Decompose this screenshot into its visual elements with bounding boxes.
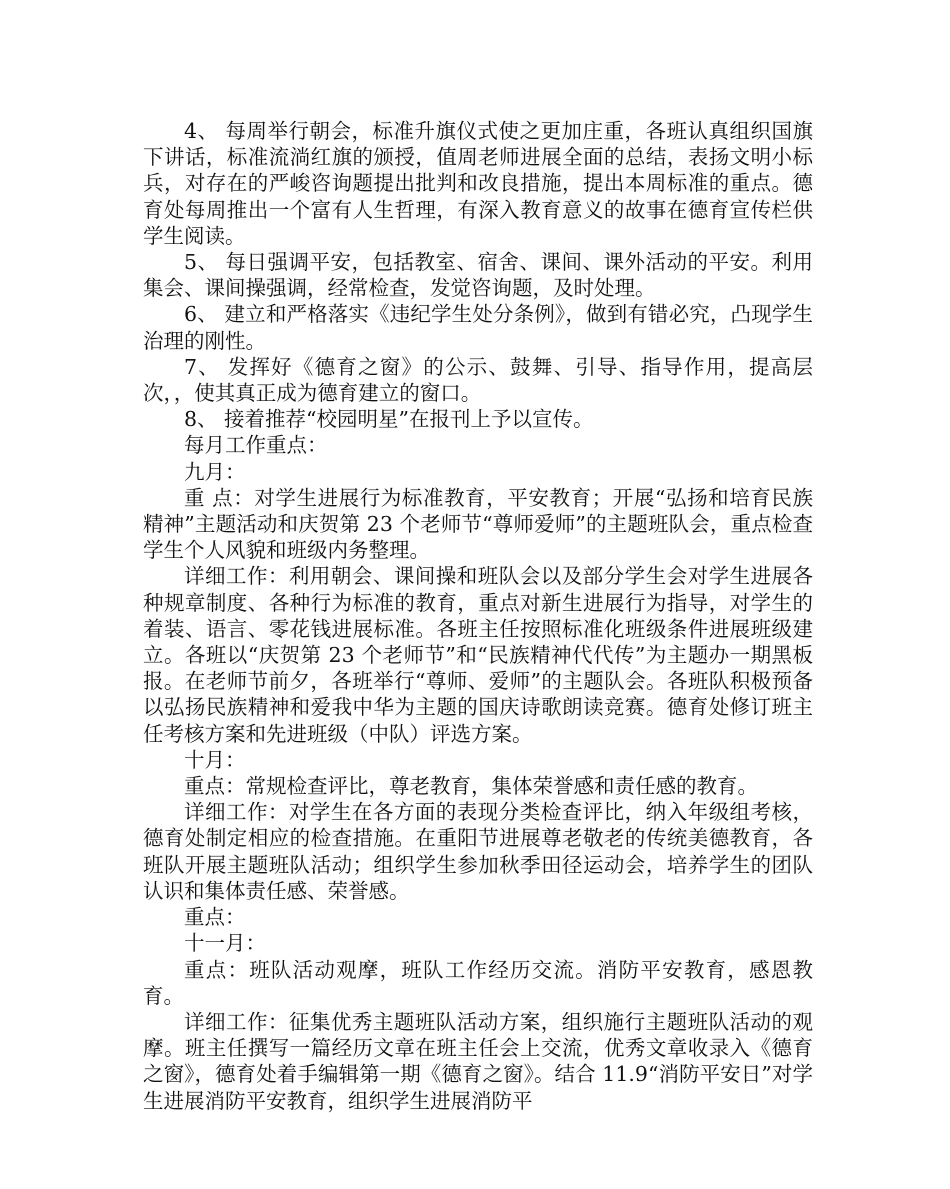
month-heading-october: 十月： (184, 747, 246, 772)
october-details: 详细工作：对学生在各方面的表现分类检查评比，纳入年级组考核，德育处制定相应的检查措施。在重阳节进展尊老敬老的传统美德教育，各班队开展主题班队活动；组织学生参加秋季田径运动会，培养学生的团队认识和集体责任感、荣誉感。 (143, 800, 813, 903)
november-details: 详细工作：征集优秀主题班队活动方案，组织施行主题班队活动的观摩。班主任撰写一篇经历文章在班主任会上交流，优秀文章收录入《德育之窗》，德育处着手编辑第一期《德育之窗》。结合 11.9“消防平安日”对学生进展消防平安教育，组织学生进展消防平 (143, 1009, 813, 1113)
month-heading-september: 九月： (184, 459, 246, 484)
november-focus: 重点：班队活动观摩，班队工作经历交流。消防平安教育，感恩教育。 (143, 957, 813, 1008)
paragraph-item-5: 5、 每日强调平安，包括教室、宿舍、课间、课外活动的平安。利用集会、课间操强调，经常检查，发觉咨询题，及时处理。 (143, 250, 813, 301)
october-focus: 重点：常规检查评比，尊老教育，集体荣誉感和责任感的教育。 (184, 774, 758, 799)
section-heading-monthly: 每月工作重点： (184, 433, 328, 458)
paragraph-item-7: 7、 发挥好《德育之窗》的公示、鼓舞、引导、指导作用，提高层次，，使其真正成为德育建立的窗口。 (143, 354, 813, 406)
focus-label: 重点： (184, 905, 246, 930)
document-body (143, 118, 813, 1114)
september-focus: 重 点：对学生进展行为标准教育，平安教育；开展“弘扬和培育民族精神”主题活动和庆贺第 23 个老师节“尊师爱师”的主题班队会，重点检查学生个人风貌和班级内务整理。 (143, 485, 813, 563)
month-heading-november: 十一月： (184, 931, 266, 956)
paragraph-item-6: 6、 建立和严格落实《违纪学生处分条例》，做到有错必究，凸现学生治理的刚性。 (143, 302, 813, 353)
paragraph-item-8: 8、 接着推荐“校园明星”在报刊上予以宣传。 (184, 407, 594, 432)
september-details: 详细工作：利用朝会、课间操和班队会以及部分学生会对学生进展各种规章制度、各种行为标准的教育，重点对新生进展行为指导，对学生的着装、语言、零花钱进展标准。各班主任按照标准化班级条件进展班级建立。各班以“庆贺第 23 个老师节”和“民族精神代代传”为主题办一期黑板报。在老师节前夕，各班举行“尊师、爱师”的主题队会。各班队积极预备以弘扬民族精神和爱我中华为主题的国庆诗歌朗读竞赛。德育处修订班主任考核方案和先进班级（中队）评选方案。 (143, 564, 813, 746)
paragraph-item-4: 4、 每周举行朝会，标准升旗仪式使之更加庄重，各班认真组织国旗下讲话，标准流淌红旗的颁授，值周老师进展全面的总结，表扬文明小标兵，对存在的严峻咨询题提出批判和改良措施，提出本周标准的重点。德育处每周推出一个富有人生哲理，有深入教育意义的故事在德育宣传栏供学生阅读。 (143, 119, 813, 248)
